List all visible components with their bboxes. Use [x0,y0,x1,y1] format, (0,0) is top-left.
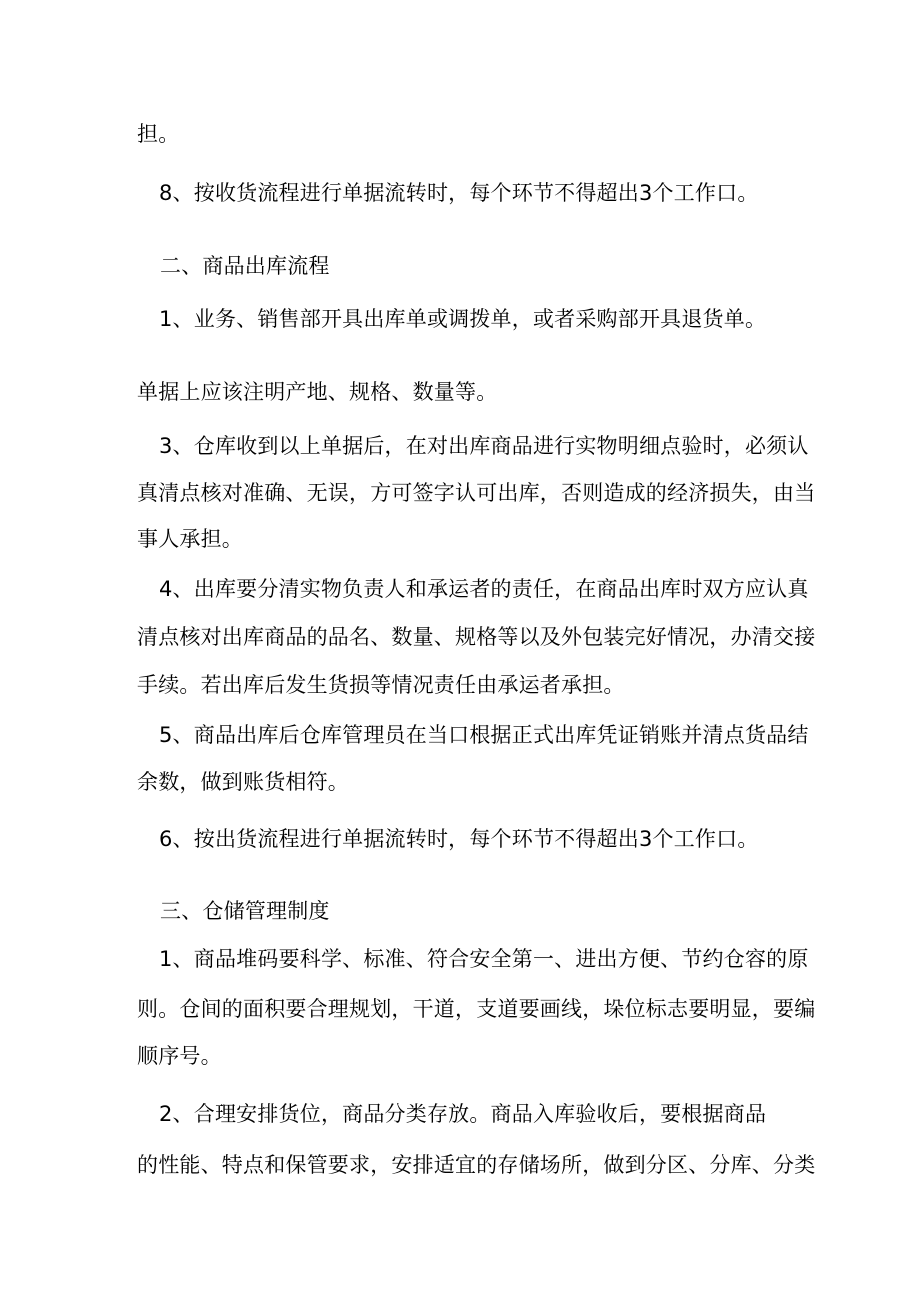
text-line: 的性能、特点和保管要求，安排适宜的存储场所，做到分区、分库、分类 [137,1153,816,1177]
text-line: 3、仓库收到以上单据后，在对出库商品进行实物明细点验时，必须认 [159,434,809,458]
text-line: 清点核对出库商品的品名、数量、规格等以及外包装完好情况，办清交接 [137,625,816,649]
text-line: 5、商品出库后仓库管理员在当口根据正式出库凭证销账并清点货品结 [159,723,809,747]
text-line: 单据上应该注明产地、规格、数量等。 [137,380,498,404]
text-line: 4、出库要分清实物负责人和承运者的责任，在商品出库时双方应认真 [159,577,809,601]
section-heading: 二、商品出库流程 [160,254,330,278]
text-line: 8、按收货流程进行单据流转时，每个环节不得超出3个工作口。 [159,181,759,205]
text-line: 事人承担。 [137,527,243,551]
text-line: 余数，做到账货相符。 [137,770,349,794]
text-line: 则。仓间的面积要合理规划，干道，支道要画线，垛位标志要明显，要编 [137,997,816,1021]
text-line: 手续。若出库后发生货损等情况责任由承运者承担。 [137,673,625,697]
text-line: 担。 [137,122,180,146]
text-line: 2、合理安排货位，商品分类存放。商品入库验收后，要根据商品 [159,1102,767,1126]
text-line: 6、按出货流程进行单据流转时，每个环节不得超出3个工作口。 [159,827,759,851]
text-line: 真清点核对准确、无误，方可签字认可出库，否则造成的经济损失，由当 [137,481,816,505]
text-line: 顺序号。 [137,1044,222,1068]
text-line: 1、商品堆码要科学、标准、符合安全第一、进出方便、节约仓容的原 [159,947,809,971]
section-heading: 三、仓储管理制度 [160,899,330,923]
text-line: 1、业务、销售部开具出库单或调拨单，或者采购部开具退货单。 [159,307,767,331]
